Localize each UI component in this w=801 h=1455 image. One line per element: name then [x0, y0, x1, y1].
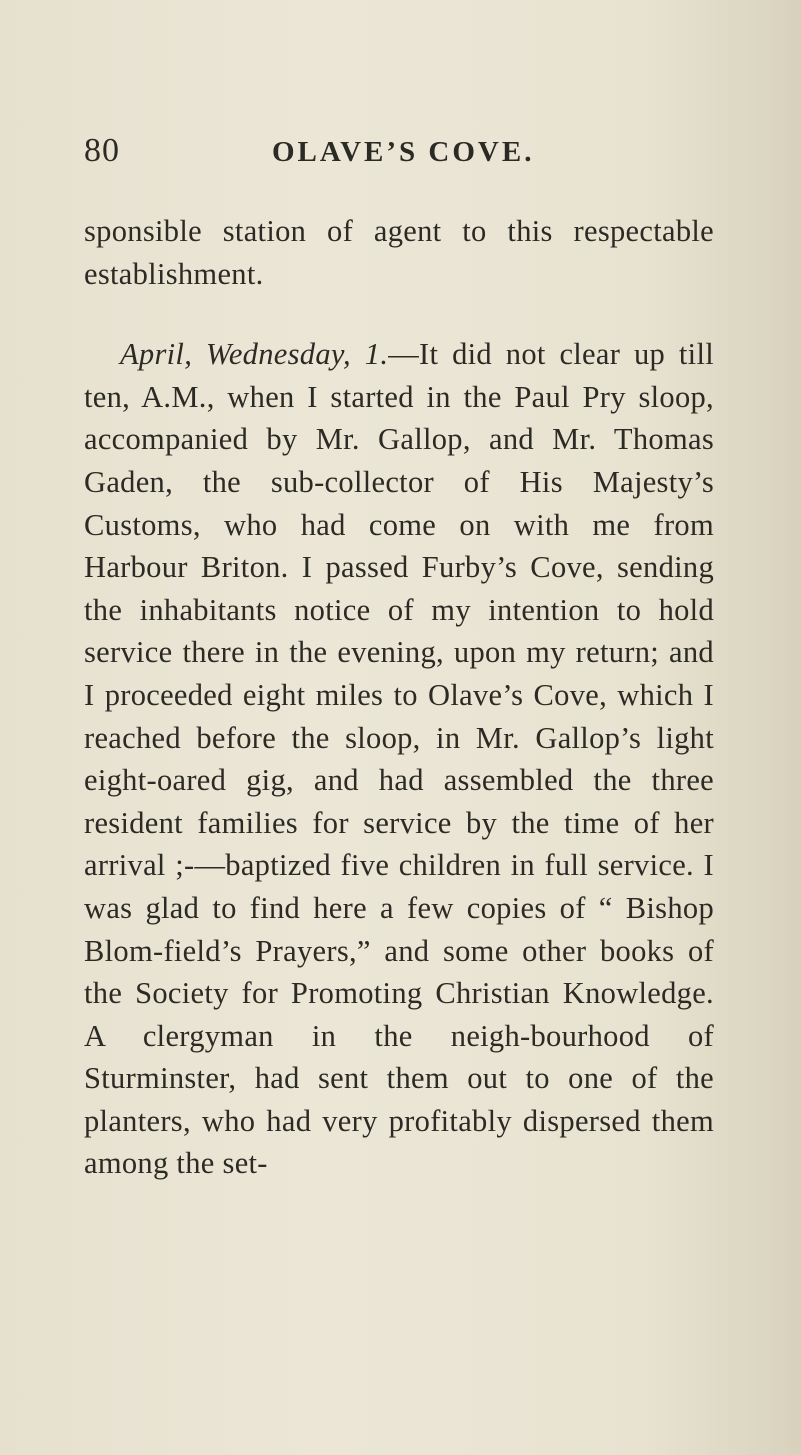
paragraph-text: sponsible station of agent to this respectable establishment.: [84, 214, 714, 291]
paragraph: [84, 210, 714, 295]
running-head: OLAVE’S COVE.: [272, 136, 535, 168]
paragraph: [84, 333, 714, 1185]
page-body: [84, 210, 714, 1185]
paragraph-text: —It did not clear up till ten, A.M., when I started in the Paul Pry sloop, accompanied by Mr. Gallop, and Mr. Thomas Gaden, the sub-collector of His Majesty’s Customs, who had come on with me from Harbour Briton. I passed Furby’s Cove, sending the inhabitants notice of my intention to hold service there in the evening, upon my return; and I proceeded eight miles to Olave’s Cove, which I reached before the sloop, in Mr. Gallop’s light eight-oared gig, and had assembled the three resident families for service by the time of her arrival ;-—baptized five children in full service. I was glad to find here a few copies of “ Bishop Blom-field’s Prayers,” and some other books of the Society for Promoting Christian Knowledge. A clergyman in the neigh-bourhood of Sturminster, had sent them out to one of the planters, who had very profitably dispersed them among the set-: [84, 337, 714, 1181]
dateline: April, Wednesday, 1.: [120, 337, 389, 372]
page-number: 80: [84, 132, 120, 169]
page-header: [0, 132, 801, 182]
